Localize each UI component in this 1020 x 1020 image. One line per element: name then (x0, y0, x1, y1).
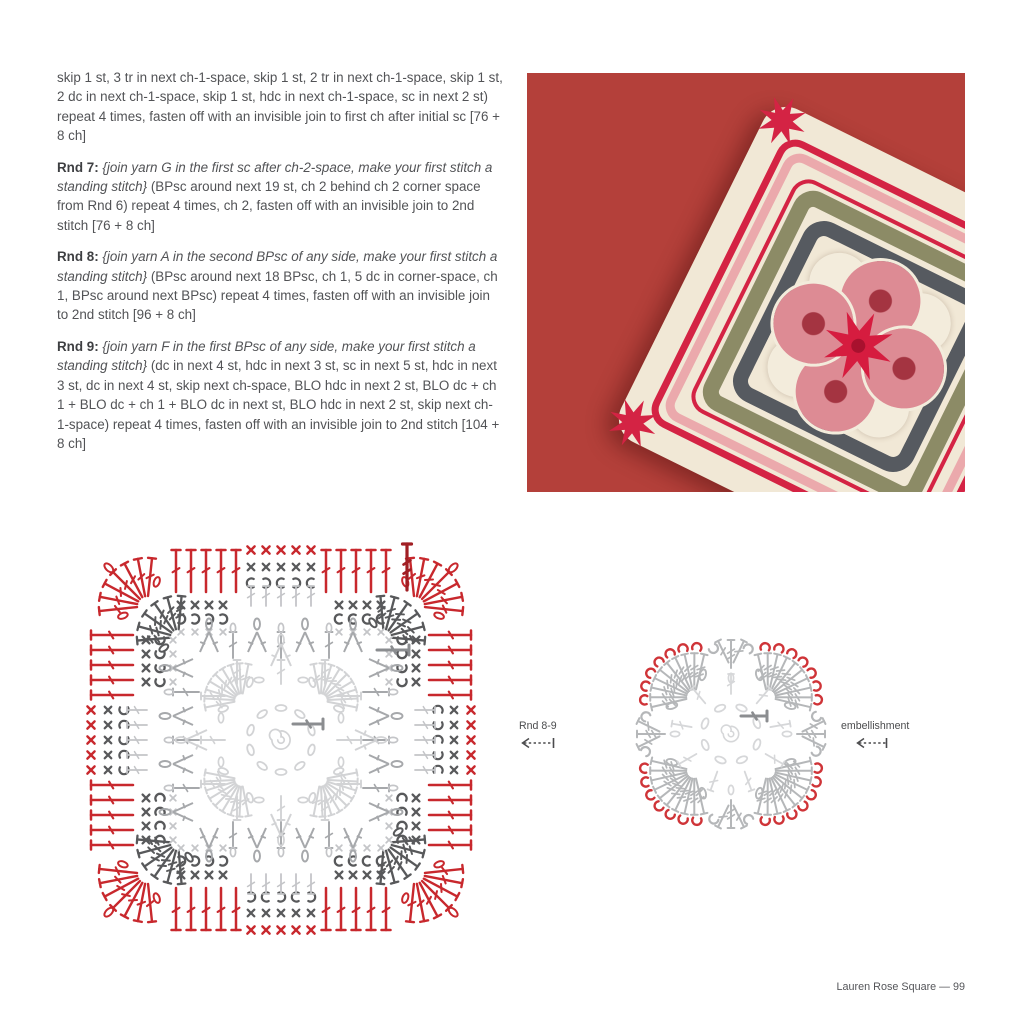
instruction-paragraph-rnd6-end (57, 68, 503, 146)
instruction-paragraph-rnd9 (57, 337, 503, 453)
crochet-square (610, 98, 965, 492)
paragraph-text: (dc in next 4 st, hdc in next 3 st, sc in next 5 st, hdc in next 3 st, dc in next 4 st, skip next ch-space, BLO hdc in next 2 st, BLO dc + ch 1 + BLO dc + ch 1 + BLO dc in next st, BLO hdc in next 2 st, skip next ch-1-space) repeat 4 times, fasten off with an invisible join to 2nd stitch [104 + 8 ch] (57, 358, 500, 451)
left-dashed-arrow-icon (513, 736, 561, 755)
round-label: Rnd 8: (57, 249, 99, 265)
paragraph-text: (BPsc around next 18 BPsc, ch 1, 5 dc in corner-space, ch 1, BPsc around next BPsc) repeat 4 times, fasten off with an invisible join to 2nd stitch [96 + 8 ch] (57, 268, 498, 323)
round-label: Rnd 7: (57, 159, 99, 175)
main-chart-round-label: Rnd 8-9 (519, 720, 557, 732)
crochet-square-photo (527, 73, 965, 492)
pattern-instructions (57, 68, 503, 465)
round-label: Rnd 9: (57, 338, 99, 354)
main-stitch-chart (54, 514, 509, 960)
left-dashed-arrow-icon (849, 736, 893, 755)
join-note: {join yarn F in the first BPsc of any side, make your first stitch a standing stitch} (57, 338, 476, 374)
paragraph-text: skip 1 st, 3 tr in next ch-1-space, skip 1 st, 2 tr in next ch-1-space, skip 1 st, 2 dc in next ch-1-space, skip 1 st, hdc in next ch-1-space, sc in next 2 st) repeat 4 times, fasten off with an invisible join to first ch after initial sc [76 + 8 ch] (57, 70, 503, 144)
paragraph-text: (BPsc around next 19 st, ch 2 behind ch 2 corner space from Rnd 6) repeat 4 times, ch 2, fasten off with an invisible join to 2nd stitch [76 + 8 ch] (57, 179, 481, 233)
embellishment-label: embellishment (841, 720, 910, 732)
join-note: {join yarn G in the first sc after ch-2-space, make your first stitch a standing stitch} (57, 159, 493, 195)
instruction-paragraph-rnd8 (57, 247, 503, 325)
page-footer: Lauren Rose Square — 99 (836, 981, 965, 993)
instruction-paragraph-rnd7 (57, 158, 503, 236)
embellishment-stitch-chart (612, 616, 850, 856)
join-note: {join yarn A in the second BPsc of any side, make your first stitch a standing stitch} (57, 249, 498, 284)
